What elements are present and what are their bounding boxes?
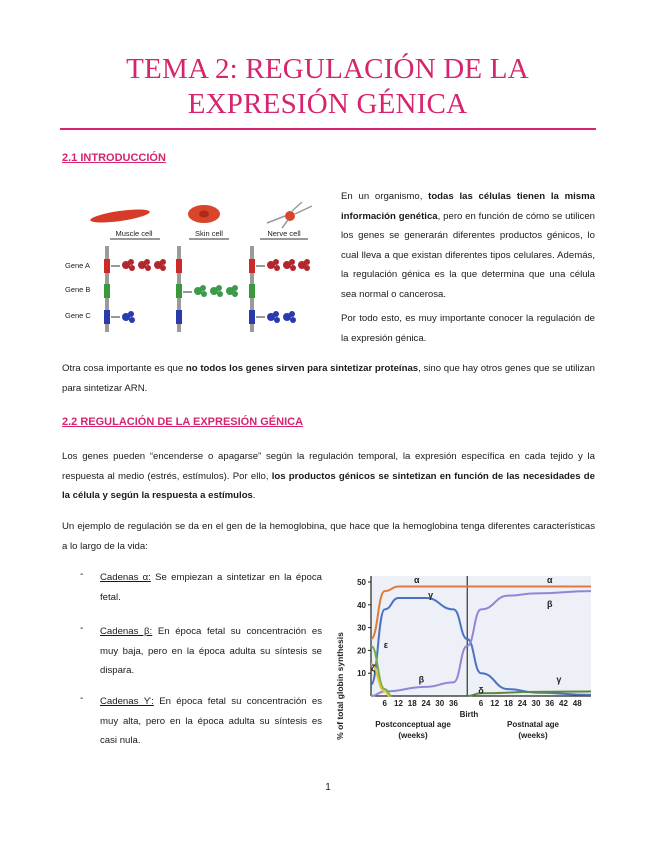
cell-label: Muscle cell xyxy=(115,229,153,238)
series-label: ζ xyxy=(371,662,376,673)
series-label: ε xyxy=(383,640,389,651)
x-axis-label-prenatal: Postconceptual age xyxy=(375,720,451,729)
bullet-label: Cadenas β: xyxy=(100,626,153,637)
regulation-paragraph-1 xyxy=(62,447,595,506)
x-tick-label: 12 xyxy=(394,699,403,708)
bullet-text: En época fetal su concentración es muy baja, pero en la época adulta su síntesis se dispara. xyxy=(100,626,322,676)
bullet-gamma xyxy=(100,692,322,751)
y-tick-label: 10 xyxy=(357,669,366,679)
bullet-text: En época fetal su concentración es muy alta, pero en la época adulta su síntesis es casi nula. xyxy=(100,696,322,746)
bullet-beta xyxy=(100,622,322,681)
intro-paragraph-1 xyxy=(341,187,595,304)
section-heading-regulacion: 2.2 REGULACIÓN DE LA EXPRESIÓN GÉNICA xyxy=(62,416,304,428)
page-number: 1 xyxy=(325,782,331,793)
text-run: , pero en función de cómo se utilicen los genes se generarán diferentes productos génicos, lo cual lleva a que existan diferentes tipos celulares. Además, la regulación génica es la que determina que una célula sea normal o cancerosa. xyxy=(341,210,595,300)
gene-label: Gene A xyxy=(65,261,91,270)
bullet-marker: - xyxy=(80,623,84,634)
gene-label: Gene C xyxy=(65,311,91,320)
x-tick-label: 36 xyxy=(545,699,555,708)
intro-paragraph-3 xyxy=(62,359,595,398)
x-tick-label: 24 xyxy=(517,699,527,708)
x-tick-label: 24 xyxy=(421,699,431,708)
chromosome xyxy=(249,246,255,332)
x-axis-label-prenatal-unit: (weeks) xyxy=(398,731,428,740)
page-title: TEMA 2: REGULACIÓN DE LA EXPRESIÓN GÉNICA xyxy=(126,53,529,120)
gene-label: Gene B xyxy=(65,285,91,294)
x-tick-label: 12 xyxy=(490,699,500,708)
bullet-alpha xyxy=(100,568,322,607)
x-tick-label: 18 xyxy=(504,699,513,708)
series-label: β xyxy=(418,674,425,685)
x-tick-label: 42 xyxy=(559,699,568,708)
x-axis-label-postnatal: Postnatal age xyxy=(506,720,560,729)
text-run: . xyxy=(252,490,256,501)
section-heading-introduccion: 2.1 INTRODUCCIÓN xyxy=(62,152,166,164)
x-tick-label: 18 xyxy=(407,699,417,708)
cell-label: Skin cell xyxy=(195,229,223,238)
nerve-cell-image xyxy=(267,202,312,228)
text-run: , sino que hay otros genes que se utilizan para sintetizar ARN. xyxy=(62,363,595,394)
text-run: En un organismo, xyxy=(341,191,429,202)
text-run: Otra cosa importante es que xyxy=(62,363,186,374)
x-tick-label: 30 xyxy=(531,699,541,708)
x-tick-label: 48 xyxy=(572,699,582,708)
bullet-marker: - xyxy=(80,693,84,704)
series-label: γ xyxy=(428,589,434,600)
series-label: δ xyxy=(478,685,484,696)
intro-paragraph-2: Por todo esto, es muy importante conocer la regulación de la expresión génica. xyxy=(341,313,595,344)
x-tick-label: 6 xyxy=(478,699,484,708)
series-label: α xyxy=(546,575,553,586)
birth-label: Birth xyxy=(459,710,479,719)
bullet-marker: - xyxy=(80,569,84,580)
series-label: γ xyxy=(556,674,562,685)
bullet-label: Cadenas α: xyxy=(100,572,151,583)
bold-run: no todos los genes sirven para sintetizar proteínas xyxy=(185,363,419,374)
globin-synthesis-chart xyxy=(333,566,597,746)
x-axis-label-postnatal-unit: (weeks) xyxy=(518,731,548,740)
chromosome xyxy=(104,246,110,332)
muscle-cell-image xyxy=(90,207,151,225)
bold-run: todas las células tienen la misma información genética xyxy=(341,191,595,222)
x-tick-label: 6 xyxy=(382,699,387,708)
title-divider xyxy=(60,128,596,130)
y-tick-label: 30 xyxy=(357,623,366,633)
series-label: α xyxy=(414,575,420,586)
text-run: Los genes pueden “encenderse o apagarse” según la regulación temporal, la expresión específica en cada tejido y la respuesta al medio (estrés, estímulos). Por ello, xyxy=(62,451,595,482)
chromosome xyxy=(176,246,182,332)
y-tick-label: 40 xyxy=(357,600,366,610)
x-tick-label: 36 xyxy=(449,699,458,708)
bold-run: los productos génicos se sintetizan en función de las necesidades de la célula y según la respuesta a estímulos xyxy=(62,470,595,501)
x-tick-label: 30 xyxy=(435,699,445,708)
y-tick-label: 20 xyxy=(357,646,366,656)
cell-label: Nerve cell xyxy=(267,229,301,238)
gene-expression-figure xyxy=(62,198,322,346)
y-tick-label: 50 xyxy=(357,578,366,587)
regulation-paragraph-2: Un ejemplo de regulación se da en el gen de la hemoglobina, que hace que la hemoglobina tenga diferentes características a lo largo de la vida: xyxy=(62,521,595,552)
series-label: β xyxy=(547,599,553,610)
bullet-label: Cadenas ϒ: xyxy=(100,696,154,707)
y-axis-label: % of total globin synthesis xyxy=(335,632,345,740)
bullet-text: Se empiezan a sintetizar en la época fetal. xyxy=(100,572,322,603)
